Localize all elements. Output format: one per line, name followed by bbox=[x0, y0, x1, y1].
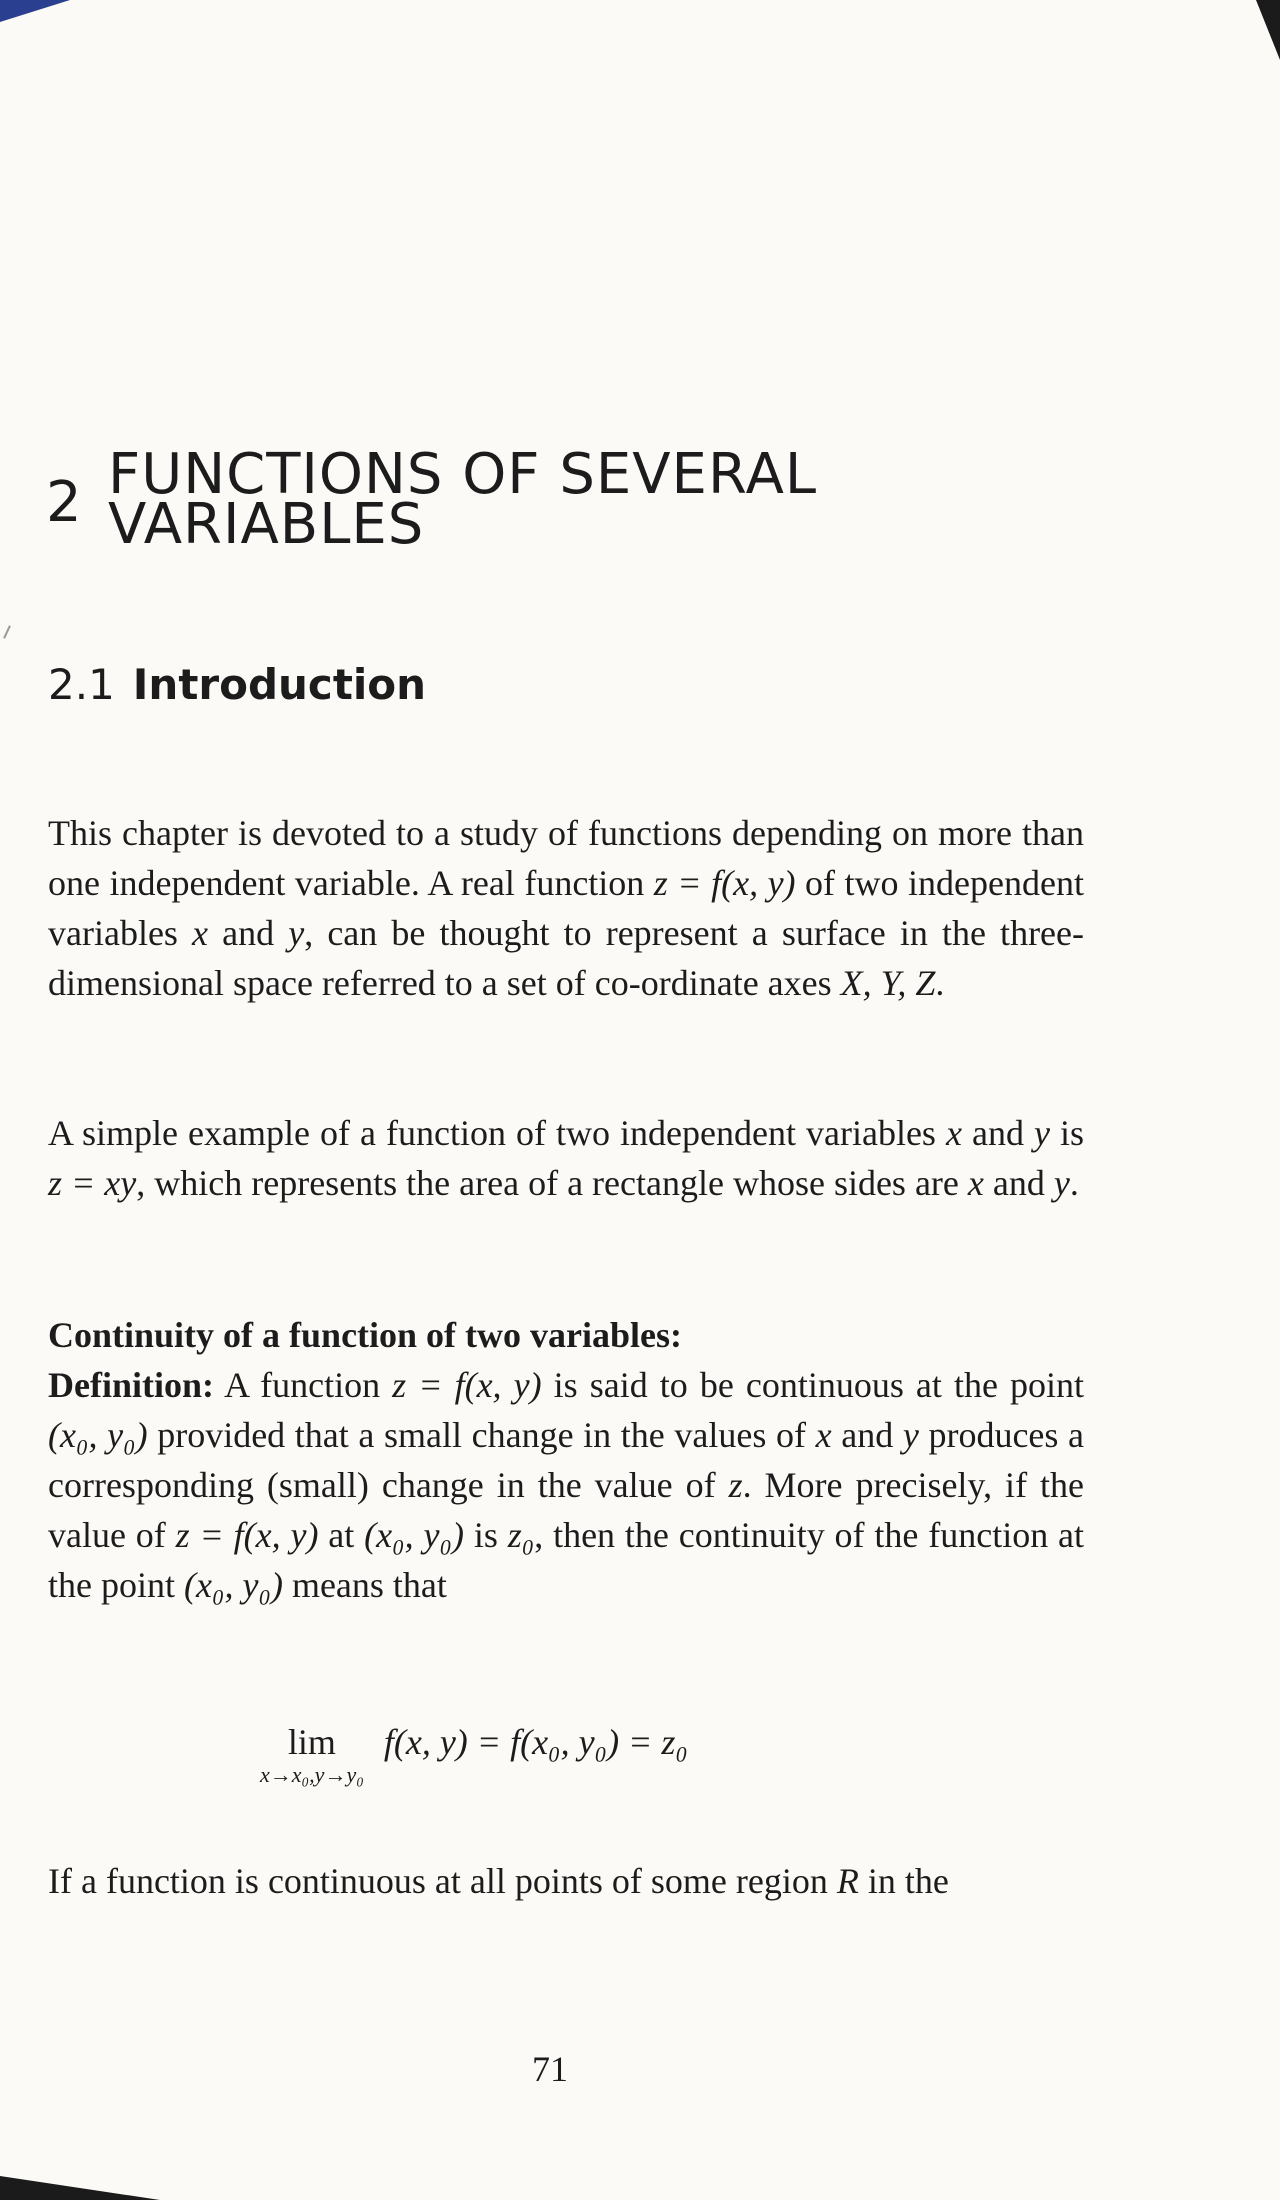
limit-equation bbox=[260, 1722, 688, 1788]
paragraph-continuity bbox=[48, 1310, 1084, 1610]
math-inline: y bbox=[1033, 1113, 1050, 1153]
text-run: . bbox=[1069, 1163, 1079, 1203]
text-run: . More precisely, if the value of bbox=[48, 1465, 1084, 1555]
page-number: 71 bbox=[532, 2049, 568, 2089]
math-inline: (x₀, y₀) bbox=[183, 1565, 283, 1605]
text-run: at bbox=[318, 1515, 365, 1555]
lim-subscript: x→x₀,y→y₀ bbox=[260, 1762, 364, 1787]
text-run: is said to be continuous at the point bbox=[541, 1365, 1084, 1405]
continuity-heading: Continuity of a function of two variables: bbox=[48, 1315, 683, 1355]
text-run: , then the continuity of the function at the point bbox=[48, 1515, 1085, 1605]
text-run: produces a corresponding (small) change in the value of bbox=[48, 1415, 1085, 1505]
text-run: and bbox=[831, 1415, 903, 1455]
text-run: and bbox=[208, 913, 289, 953]
math-inline: y bbox=[902, 1415, 919, 1455]
math-inline: z = f(x, y) bbox=[175, 1515, 319, 1555]
math-inline: (x₀, y₀) bbox=[48, 1415, 148, 1455]
definition-label: Definition: bbox=[48, 1365, 214, 1405]
scan-corner-top-left bbox=[0, 0, 70, 22]
math-inline: z = f(x, y) bbox=[653, 863, 796, 903]
scan-corner-bottom-left bbox=[0, 2176, 160, 2200]
math-inline: z₀ bbox=[507, 1515, 535, 1555]
chapter-heading bbox=[46, 442, 988, 557]
section-heading bbox=[48, 660, 426, 709]
paragraph-intro bbox=[48, 808, 1084, 1008]
text-run: A simple example of a function of two independent variables bbox=[48, 1113, 946, 1153]
math-inline: z bbox=[728, 1465, 743, 1505]
chapter-title: FUNCTIONS OF SEVERAL VARIABLES bbox=[108, 442, 818, 557]
math-inline: z = xy bbox=[48, 1163, 137, 1203]
section-title: Introduction bbox=[132, 660, 427, 709]
scan-corner-top-right bbox=[1256, 0, 1280, 60]
text-run: of two independent variables bbox=[48, 863, 1084, 953]
math-inline: x bbox=[192, 913, 209, 953]
text-run: provided that a small change in the values of bbox=[147, 1415, 816, 1455]
equation-body: f(x, y) = f(x₀, y₀) = z₀ bbox=[383, 1722, 688, 1762]
math-inline: x bbox=[967, 1163, 984, 1203]
limit-operator bbox=[260, 1722, 364, 1788]
math-inline: y bbox=[288, 913, 305, 953]
paragraph-region bbox=[48, 1856, 1084, 1906]
text-run: If a function is continuous at all points of some region bbox=[48, 1861, 837, 1901]
math-inline: y bbox=[1053, 1163, 1070, 1203]
text-run: , which represents the area of a rectangle whose sides are bbox=[136, 1163, 968, 1203]
text-run: means that bbox=[282, 1565, 447, 1605]
text-run: A function bbox=[214, 1365, 393, 1405]
math-inline: x bbox=[815, 1415, 832, 1455]
text-run: is bbox=[463, 1515, 508, 1555]
text-run: and bbox=[961, 1113, 1034, 1153]
text-run: in the bbox=[858, 1861, 949, 1901]
text-run: and bbox=[983, 1163, 1054, 1203]
text-run: , can be thought to represent a surface in the three-dimensional space referred to a set of co-ordinate axes bbox=[48, 913, 1084, 1003]
text-run: This chapter is devoted to a study of functions depending on more than one independent variable. A real function bbox=[48, 813, 1084, 903]
math-inline: x bbox=[945, 1113, 962, 1153]
math-inline: z = f(x, y) bbox=[392, 1365, 542, 1405]
section-number: 2.1 bbox=[48, 660, 115, 709]
chapter-number: 2 bbox=[46, 470, 83, 535]
text-run: is bbox=[1049, 1113, 1085, 1153]
math-inline: R bbox=[836, 1861, 859, 1901]
lim-word: lim bbox=[287, 1722, 336, 1762]
paragraph-example bbox=[48, 1108, 1084, 1208]
scan-edge-mark bbox=[3, 625, 11, 639]
math-inline: (x₀, y₀) bbox=[364, 1515, 464, 1555]
math-inline: X, Y, Z bbox=[840, 963, 936, 1003]
text-run: . bbox=[935, 963, 945, 1003]
